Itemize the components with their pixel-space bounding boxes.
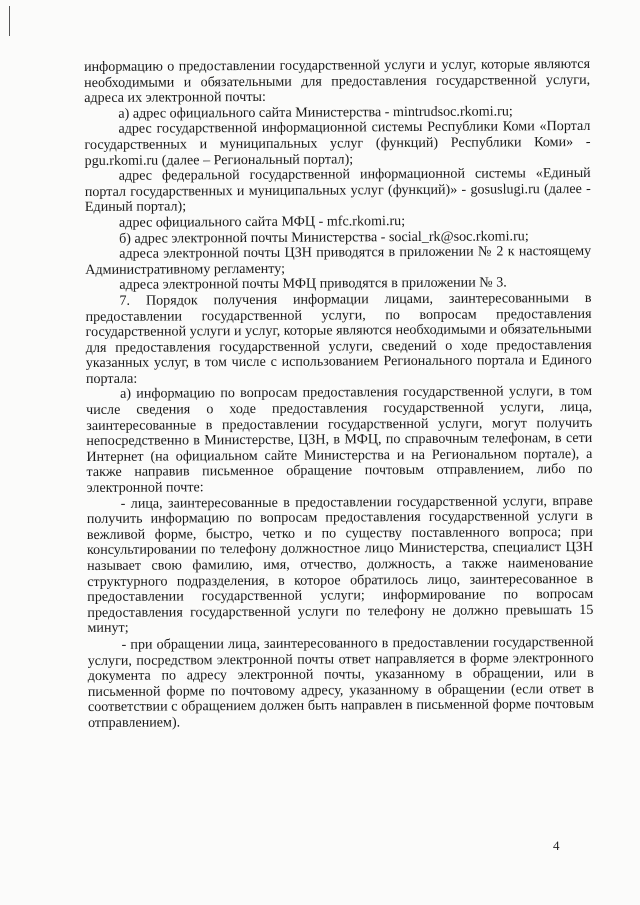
binding-mark (9, 6, 10, 36)
paragraph-ministry-site: а) адрес официального сайта Министерства - mintrudsoc.rkomi.ru; (118, 103, 513, 122)
paragraph-phone-consultation: - лица, заинтересованные в предоставлении государственной услуги, вправе получить информацию по вопросам предоставления государственной услуги в вежливой форме, быстро, четко и по существу поставленного вопроса; при консультировании по телефону должностное лицо Министерства, специалист ЦЗН называет свою фамилию, имя, отчество, должность, а также наименование структурного подразделения, в которое обратилось лицо, заинтересованное в предоставлении государственной услуги; информирование по вопросам предоставления государственной услуги по телефону не должно превышать 15 минут; (86, 492, 594, 637)
paragraph-czn-emails: адреса электронной почты ЦЗН приводятся в приложении № 2 к настоящему Административному регламенту; (85, 243, 592, 278)
paragraph-item-7a: а) информацию по вопросам предоставления государственной услуги, в том числе сведения о ходе предоставления государственной услуги, лица, заинтересованные в предоставлении государственной услуги, могут получить непосредственно в Министерстве, ЦЗН, в МФЦ, по справочным телефонам, в сети Интернет (на официальном сайте Министерства и на Региональном портале), а также направив письменное обращение почтовым отправлением, либо по электронной почте: (86, 383, 593, 497)
paragraph-ministry-email: б) адрес электронной почты Министерства - social_rk@soc.rkomi.ru; (119, 227, 529, 247)
paragraph-mfc-emails: адреса электронной почты МФЦ приводятся в приложении № 3. (119, 274, 507, 294)
paragraph-regional-portal: адрес государственной информационной системы Республики Коми «Портал государственных и муниципальных услуг (функций) Республики Коми» - pgu.rkomi.ru (далее – Региональный портал); (84, 118, 591, 169)
paragraph-email-request: - при обращении лица, заинтересованного в предоставлении государственной услуги, посредством электронной почты ответ направляется в форме электронного документа по адресу электронной почты, указанному в обращении, или в письменной форме по почтовому адресу, указанному в обращении (если ответ в соответствии с обращением должен быть направлен в письменной форме почтовым отправлением). (87, 633, 594, 731)
paragraph-intro: информацию о предоставлении государственной услуги и услуг, которые являются необходимыми и обязательными для предоставления государственной услуги, адреса их электронной почты: (83, 55, 591, 107)
paragraph-mfc-site: адрес официального сайта МФЦ - mfc.rkomi.ru; (118, 212, 406, 231)
page-number: 4 (553, 838, 560, 853)
paragraph-item-7: 7. Порядок получения информации лицами, заинтересованными в предоставлении государственной услуги, по вопросам предоставления государственной услуги и услуг, которые являются необходимыми и обязательными для предоставления государственной услуги, сведений о ходе предоставления указанных услуг, в том числе с использованием Регионального портала и Единого портала: (85, 289, 592, 387)
document-body (84, 57, 594, 732)
paragraph-unified-portal: адрес федеральной государственной информационной системы «Единый портал государственных и муниципальных услуг (функций)» - gosuslugi.ru (далее - Единый портал); (84, 165, 591, 216)
